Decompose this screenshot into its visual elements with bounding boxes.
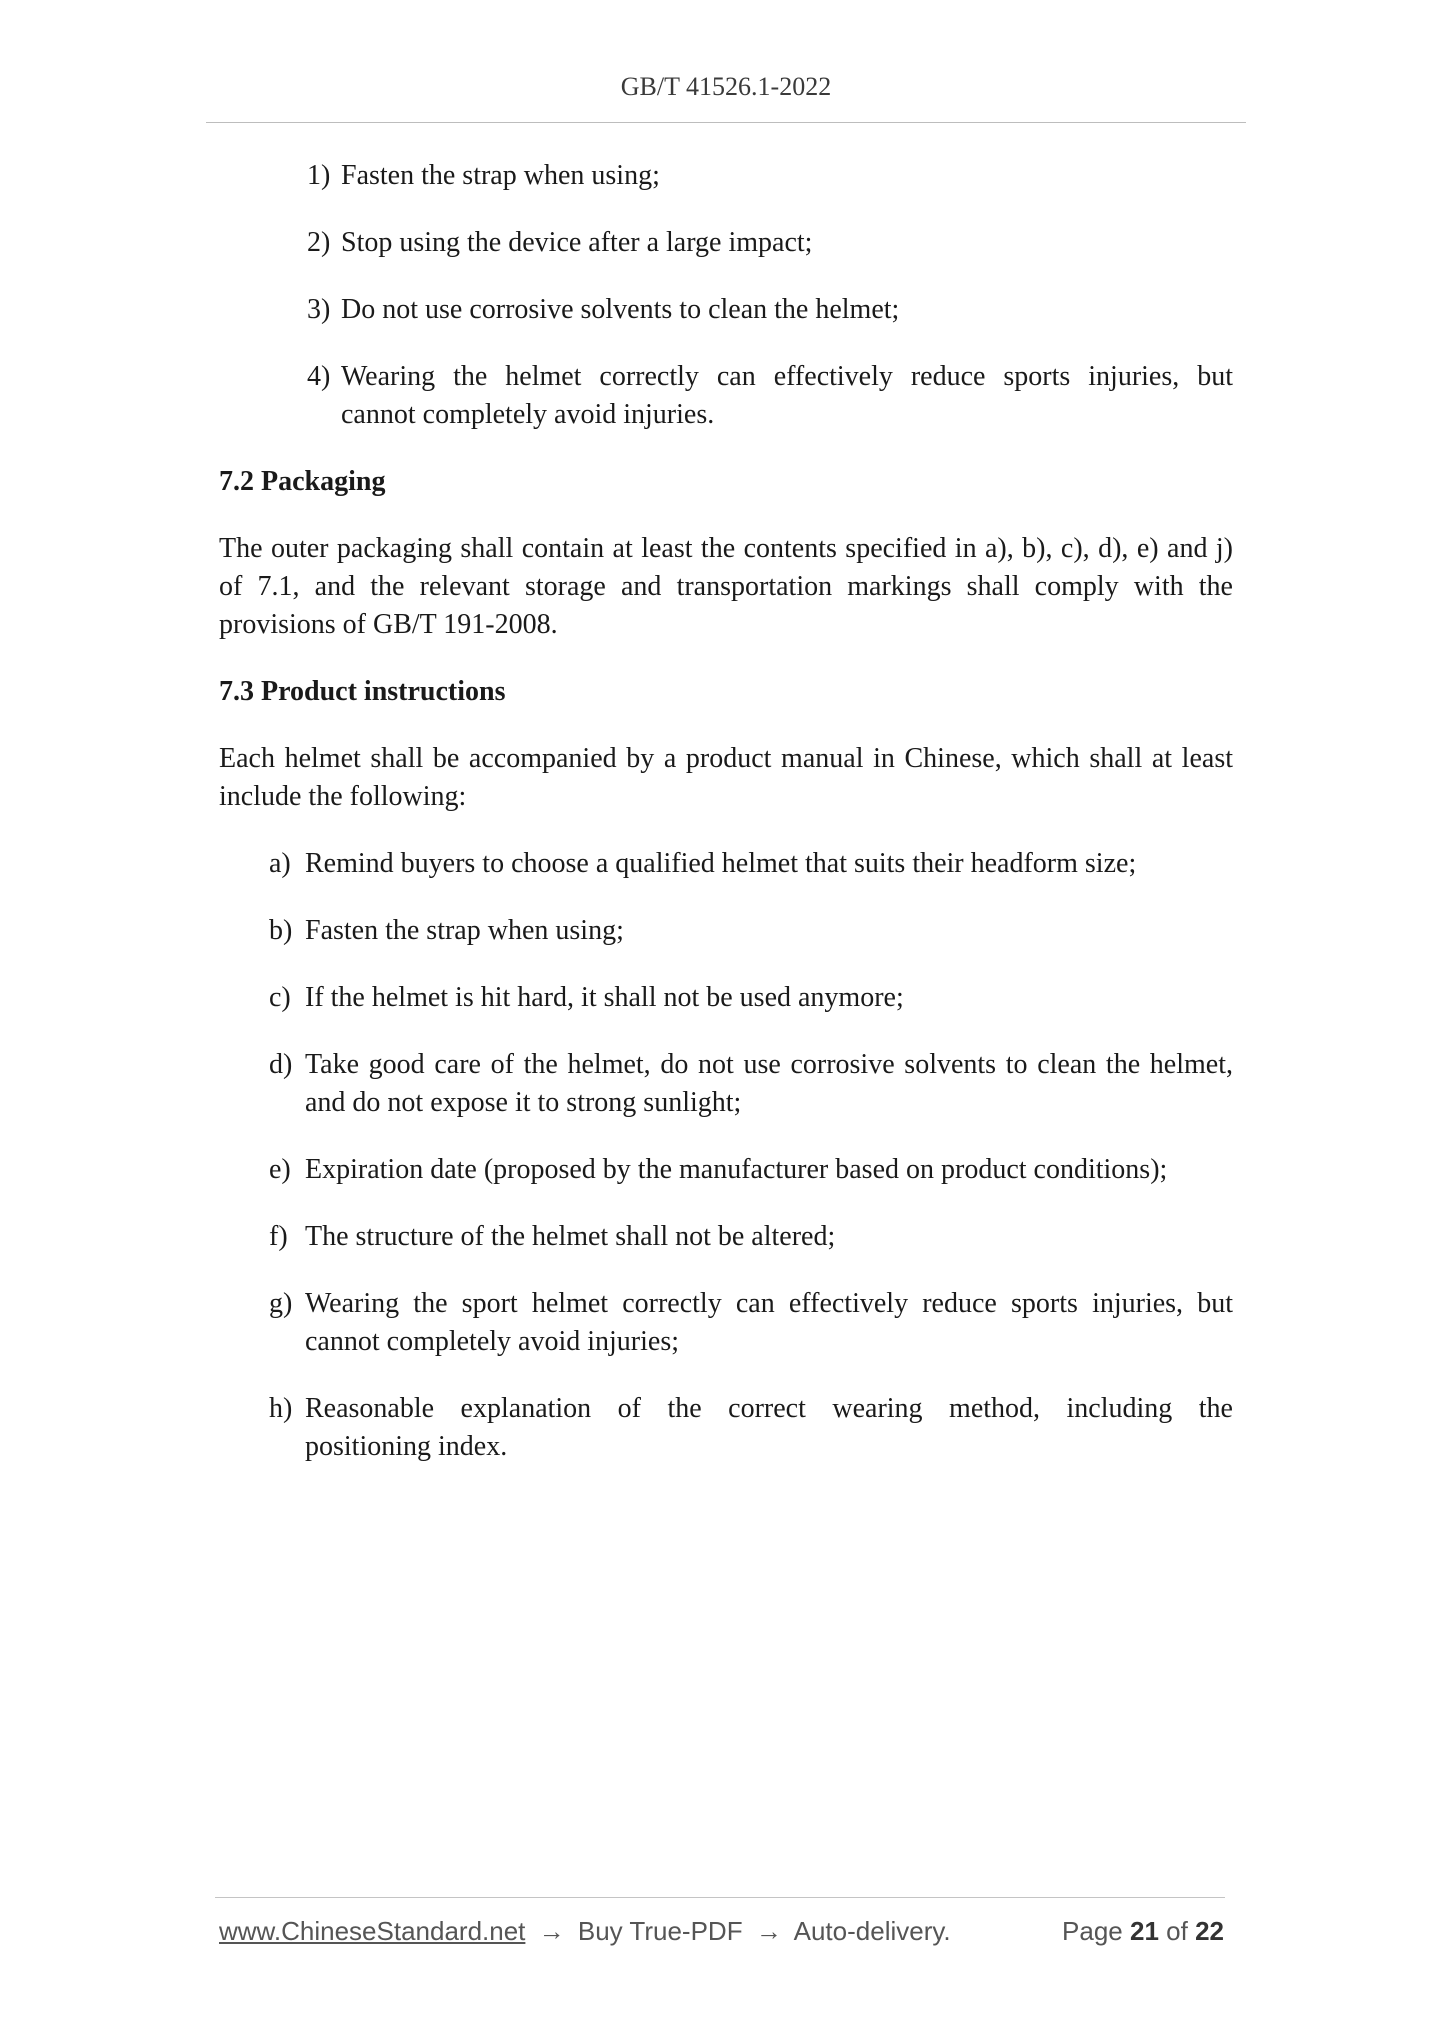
item-text-line-2: and do not expose it to strong sunlight; [305, 1087, 742, 1118]
item-text-line-2: positioning index. [305, 1431, 508, 1462]
item-number: 3) [307, 294, 331, 325]
standard-code: GB/T 41526.1-2022 [620, 72, 832, 101]
page-indicator [1062, 1916, 1224, 1947]
item-text: Expiration date (proposed by the manufacturer based on product conditions); [305, 1154, 1168, 1185]
item-number: 2) [307, 227, 331, 258]
of-label: of [1166, 1916, 1188, 1946]
item-text-line-1: Take good care of the helmet, do not use corrosive solvents to clean the helmet, [305, 1049, 1233, 1080]
lettered-item-h [219, 1390, 1233, 1466]
lettered-item-e [219, 1151, 1233, 1189]
item-letter: h) [269, 1393, 293, 1424]
footer-divider [215, 1897, 1225, 1898]
item-text: Fasten the strap when using; [305, 915, 624, 946]
document-body [219, 157, 1233, 1495]
lettered-item-d [219, 1046, 1233, 1122]
product-instructions-paragraph: Each helmet shall be accompanied by a product manual in Chinese, which shall at least include the following: [219, 743, 1233, 812]
delivery-text: Auto-delivery. [793, 1916, 951, 1946]
item-text-line-1: Wearing the helmet correctly can effectively reduce sports injuries, but [341, 361, 1233, 392]
item-text-line-1: Reasonable explanation of the correct wearing method, including the [305, 1393, 1233, 1424]
item-letter: a) [269, 848, 291, 879]
item-letter: d) [269, 1049, 293, 1080]
lettered-item-f [219, 1218, 1233, 1256]
lettered-item-g [219, 1285, 1233, 1361]
arrow-right-icon: → [755, 1916, 782, 1946]
buy-text: Buy True-PDF [577, 1916, 743, 1946]
header-divider [206, 122, 1246, 123]
item-text-line-1: Wearing the sport helmet correctly can effectively reduce sports injuries, but [305, 1288, 1233, 1319]
item-letter: c) [269, 982, 291, 1013]
item-text [305, 1390, 1233, 1466]
item-text: Do not use corrosive solvents to clean the helmet; [341, 294, 900, 325]
item-letter: g) [269, 1288, 293, 1319]
arrow-right-icon: → [538, 1916, 565, 1946]
item-text-line-2: cannot completely avoid injuries. [341, 399, 715, 430]
section-heading-product-instructions: 7.3 Product instructions [219, 676, 506, 707]
item-number: 4) [307, 361, 331, 392]
numbered-item-3 [219, 291, 1233, 329]
total-pages: 22 [1195, 1916, 1224, 1946]
page-label: Page [1062, 1916, 1123, 1946]
document-header [206, 72, 1246, 102]
current-page: 21 [1130, 1916, 1159, 1946]
lettered-item-a [219, 845, 1233, 883]
item-letter: e) [269, 1154, 291, 1185]
numbered-item-1 [219, 157, 1233, 195]
item-text [305, 1285, 1233, 1361]
item-text: The structure of the helmet shall not be altered; [305, 1221, 836, 1252]
item-text [341, 358, 1233, 434]
item-text [305, 1046, 1233, 1122]
item-text: Remind buyers to choose a qualified helmet that suits their headform size; [305, 848, 1137, 879]
item-text: Stop using the device after a large impact; [341, 227, 813, 258]
section-heading-packaging: 7.2 Packaging [219, 466, 386, 497]
page-footer [219, 1916, 1224, 1947]
item-number: 1) [307, 160, 331, 191]
footer-promo [219, 1916, 951, 1947]
numbered-item-4 [219, 358, 1233, 434]
item-letter: f) [269, 1221, 288, 1252]
packaging-paragraph: The outer packaging shall contain at least the contents specified in a), b), c), d), e) and j) of 7.1, and the relevant storage and transportation markings shall comply with the provisions of GB/T 191-2008. [219, 533, 1233, 640]
item-text: Fasten the strap when using; [341, 160, 660, 191]
lettered-item-c [219, 979, 1233, 1017]
item-text-line-2: cannot completely avoid injuries; [305, 1326, 680, 1357]
item-text: If the helmet is hit hard, it shall not be used anymore; [305, 982, 904, 1013]
site-link[interactable]: www.ChineseStandard.net [219, 1916, 526, 1946]
numbered-item-2 [219, 224, 1233, 262]
item-letter: b) [269, 915, 293, 946]
lettered-item-b [219, 912, 1233, 950]
